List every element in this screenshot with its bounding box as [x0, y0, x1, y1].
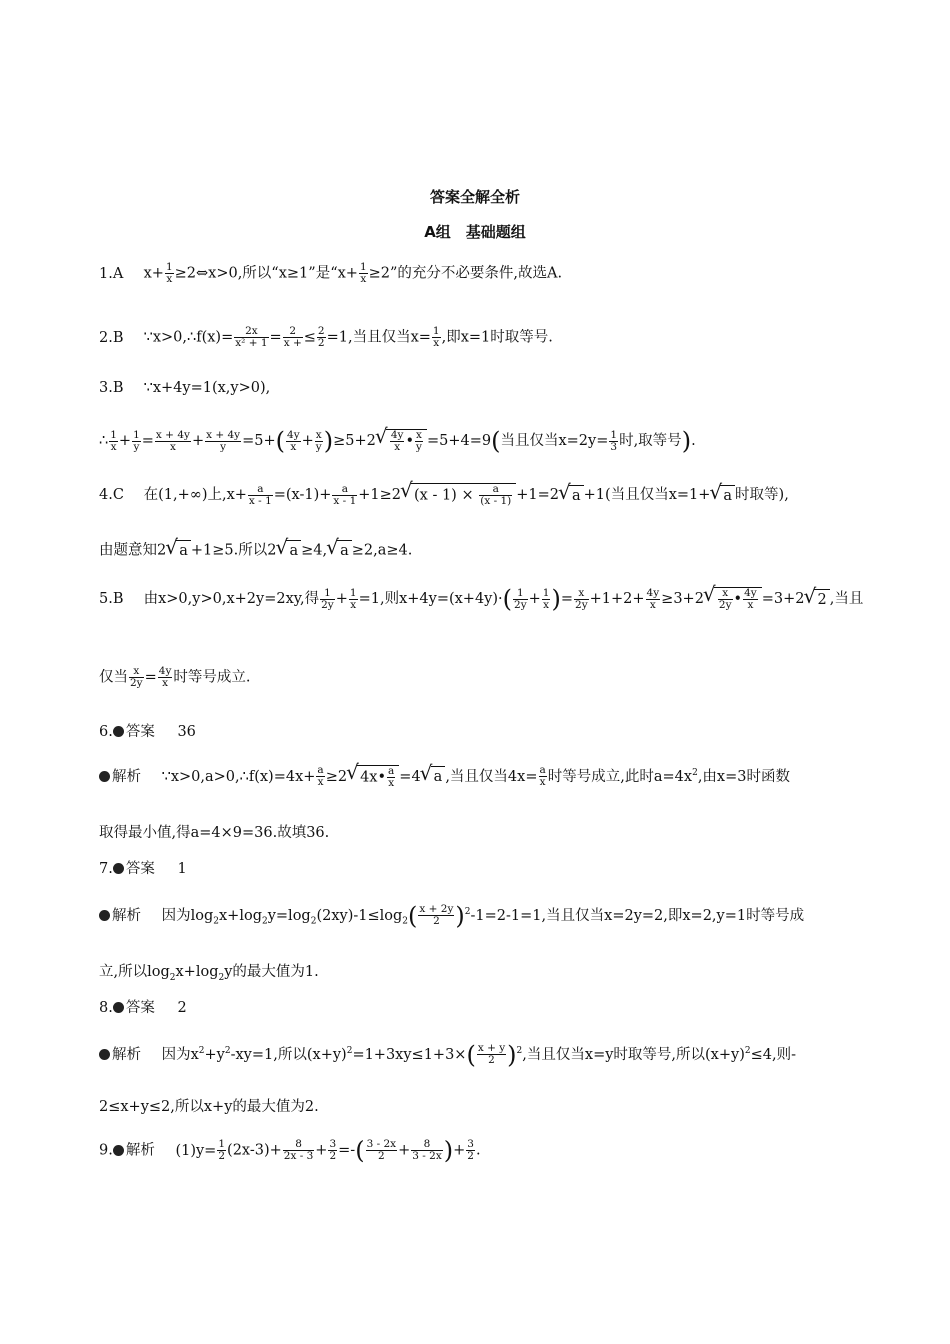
fraction: $\frac{x}{2y}$ [130, 665, 143, 689]
q7-text-d: (2xy)-1≤log [316, 907, 403, 924]
fraction: $\frac{x + y}{2}$ [477, 1042, 506, 1067]
q5-text-b: =1,则x+4y=(x+4y)· [358, 591, 503, 607]
q4-text-a: 在(1,+∞)上,x+ [143, 487, 247, 503]
answer-label: 答案 [125, 1000, 155, 1016]
fraction: $\frac{1}{2}$ [218, 1138, 226, 1162]
q3-therefore: ∴ [99, 433, 109, 449]
q6-answer-value: 36 [177, 724, 196, 740]
q6-text-e: 时等号成立,此时a=4x [547, 768, 693, 785]
q7-line2-c: y的最大值为1. [224, 964, 319, 980]
q6-text-b: ≥2 [325, 768, 348, 785]
q6-text-d: ,当且仅当4x= [445, 768, 538, 785]
q1-number: 1.A [99, 265, 124, 282]
q4-number: 4.C [99, 487, 124, 503]
q8-number: 8. [99, 1000, 113, 1016]
q4-text-b: =(x-1)+ [273, 487, 332, 503]
fraction: $\frac{2}{x +}$ [283, 325, 302, 349]
q6-number: 6. [99, 724, 113, 740]
q4-text-f: 时取等), [735, 487, 789, 503]
answer-marker-icon [113, 863, 124, 874]
q8-line2: 2≤x+y≤2,所以x+y的最大值为2. [99, 1099, 319, 1115]
fraction: $\frac{a}{x - 1}$ [333, 482, 357, 507]
sqrt: √ a [176, 540, 191, 561]
q2-text-a: ∵x>0,∴f(x)= [143, 329, 234, 346]
fraction: $\frac{1}{x}$ [110, 428, 117, 453]
fraction: $\frac{1}{x}$ [349, 586, 357, 611]
q3-text: ∵x+4y=1(x,y>0), [143, 380, 271, 396]
analysis-label: 解析 [112, 1046, 141, 1063]
q3-text-d: =5+4=9 [426, 433, 492, 449]
analysis-marker-icon [99, 771, 110, 782]
fraction: $\frac{4y}{x}$ [158, 665, 172, 689]
q6-line-2 [99, 823, 854, 843]
fraction: $\frac{1}{2y}$ [514, 586, 527, 611]
q7-text-c: y=log [267, 907, 311, 924]
q3-line-1 [99, 378, 854, 398]
section-heading: A组 基础题组 [424, 223, 526, 241]
answer-label: 答案 [125, 724, 155, 740]
fraction: $\frac{1}{2y}$ [321, 586, 334, 611]
q4-text-e: +1(当且仅当x=1+ [583, 487, 711, 503]
analysis-label: 解析 [112, 907, 141, 924]
fraction: $\frac{x + 4y}{x}$ [155, 428, 190, 453]
sqrt: √ 2 [814, 589, 829, 610]
fraction: $\frac{x + 2y}{2}$ [419, 903, 454, 928]
q6-line2: 取得最小值,得a=4×9=36.故填36. [99, 825, 330, 841]
fraction: $\frac{4y}{x}$ [287, 428, 300, 453]
q3-text-e: 当且仅当x=2y= [500, 433, 609, 449]
q4-text-d: +1=2 [516, 487, 559, 503]
sqrt: √ a [337, 540, 352, 561]
analysis-label: 解析 [112, 768, 141, 785]
q3-text-c: ≥5+2 [333, 433, 376, 449]
q5-text-e: =3+2 [761, 591, 805, 607]
q1-text-c: ≥2”的充分不必要条件,故选A. [368, 265, 563, 282]
q6-analysis-line: 解析 ∵x>0,a>0,∴f(x)=4x+ $\frac{a}{x}$ ≥2√ 4x• $\frac{a}{x}$ =4√ a ,当且仅当4x= $\frac{a}{x}$ 时等号成立,此时$a=4x^2$,由x=3时函数 [99, 763, 854, 789]
fraction: $\frac{1}{y}$ [133, 428, 140, 453]
q7-text-e: -1=2-1=1,当且仅当x=2y=2,即x=2,y=1时等号成 [470, 907, 805, 924]
q5-line2-a: 仅当 [99, 669, 128, 686]
sqrt: √ a [286, 540, 301, 561]
q5-line-1: 5.B 由x>0,y>0,x+2y=2xy,得 $\frac{1}{2y}$ + $\frac{1}{x}$ =1,则x+4y=(x+4y)·( $\frac{1}{2y}$ + $\frac{1}{x}$ )= $\frac{x}{2y}$ +1+2+ $\frac{4y}{x}$ ≥3+2 √ $\frac{x}{2y}$ • $\frac{4y}{x}$ =3+2√ 2 ,当且 [99, 587, 854, 611]
fraction: $\frac{2}{2}$ [317, 325, 325, 349]
q6-text-a: ∵x>0,a>0,∴f(x)=4x+ [161, 768, 316, 785]
fraction: $\frac{8}{3 - 2x}$ [412, 1138, 442, 1162]
q7-analysis-line: 解析 因为$\log_2x+\log_2y=\log_2(2xy)-1\le\log_2$( $\frac{x + 2y}{2}$ )$^2$-1=2-1=1,当且仅当x=2y=2,即x=2,y=1时等号成 [99, 902, 854, 932]
fraction: $\frac{1}{3}$ [610, 428, 618, 453]
sqrt: √ a [720, 485, 735, 506]
q7-text-a: 因为log [161, 907, 214, 924]
q1-text-a: x+ [143, 265, 164, 282]
sqrt: √ (x - 1) × $\frac{a}{(x - 1)}$ [411, 483, 516, 507]
q3-number: 3.B [99, 380, 124, 396]
analysis-marker-icon [99, 1049, 110, 1060]
sqrt: √ 4x• $\frac{a}{x}$ [357, 765, 399, 789]
q4-line2-c: ≥4, [301, 542, 328, 559]
q8-answer-line [99, 998, 854, 1018]
q5-line-2: 仅当 $\frac{x}{2y}$ = $\frac{4y}{x}$ 时等号成立. [99, 665, 251, 689]
q7-number: 7. [99, 861, 113, 877]
fraction: $\frac{1}{x}$ [542, 586, 550, 611]
q6-text-c: =4 [399, 768, 421, 785]
q6-answer-line [99, 722, 854, 742]
sqrt: √ a [431, 766, 446, 787]
q5-line2-b: 时等号成立. [173, 669, 251, 686]
fraction: $\frac{1}{x}$ [165, 261, 173, 285]
fraction: $\frac{a}{x}$ [317, 764, 324, 789]
q5-text-d: ≥3+2 [661, 591, 704, 607]
q4-line2-d: ≥2,a≥4. [351, 542, 413, 559]
q3-text-f: 时,取等号 [619, 433, 682, 449]
fraction: $\frac{2x}{\text{x² + 1}}$ [235, 325, 268, 349]
answer-label: 答案 [125, 861, 155, 877]
q8-answer-value: 2 [177, 1000, 187, 1016]
fraction: $\frac{8}{2x - 3}$ [283, 1138, 314, 1162]
q9-text-c: =- [338, 1142, 356, 1159]
q2-line: 2.B ∵x>0,∴f(x)= $\frac{2x}{\text{x² + 1}}$ = $\frac{2}{x +}$ ≤ $\frac{2}{2}$ =1,当且仅当x= $\frac{1}{x}$ ,即x=1时取等号. [99, 325, 553, 349]
q9-number: 9. [99, 1142, 113, 1159]
q9-text-d: . [475, 1142, 481, 1159]
fraction: $\frac{x}{2y}$ [575, 586, 588, 611]
q3-line-2: ∴ $\frac{1}{x}$ + $\frac{1}{y}$ = $\frac{x + 4y}{x}$ + $\frac{x + 4y}{y}$ =5+( $\frac{4y}{x}$ + $\frac{x}{y}$ )≥5+2 √ $\frac{4y}{x}$ • $\frac{x}{y}$ =5+4=9(当且仅当x=2y= $\frac{1}{3}$ 时,取等号). [99, 429, 854, 453]
sqrt: √ $\frac{4y}{x}$ • $\frac{x}{y}$ [386, 429, 427, 453]
q9-analysis-line: 9. 解析 (1)y= $\frac{1}{2}$ (2x-3)+ $\frac{8}{2x - 3}$ + $\frac{3}{2}$ =-( $\frac{3 - 2x}{2}$ + $\frac{8}{3 - 2x}$ )+ $\frac{3}{2}$ . [99, 1136, 481, 1165]
page-title: 答案全解全析 [429, 188, 520, 206]
q2-text-c: =1,当且仅当x= [326, 329, 431, 346]
q8-text-a: 因为x [161, 1046, 199, 1063]
q7-answer-line [99, 859, 854, 879]
q5-text-a: 由x>0,y>0,x+2y=2xy,得 [143, 591, 320, 607]
q9-text-a: (1)y= [175, 1142, 217, 1159]
q5-number: 5.B [99, 591, 124, 607]
fraction: $\frac{x}{y}$ [315, 428, 322, 453]
analysis-label: 解析 [125, 1142, 155, 1159]
q1-text-b: ≥2⇔x>0,所以“x≥1”是“x+ [174, 265, 358, 282]
q8-text-c: -xy=1,所以(x+y) [230, 1046, 347, 1063]
q7-line2-b: x+log [175, 964, 219, 980]
answer-marker-icon [113, 726, 124, 737]
q8-text-e: ,当且仅当x=y时取等号,所以(x+y) [522, 1046, 745, 1063]
q8-text-f: ≤4,则- [750, 1046, 796, 1063]
q7-answer-value: 1 [177, 861, 187, 877]
fraction: $\frac{3}{2}$ [467, 1138, 474, 1162]
q7-line-2: 立,所以$\log_2x+\log_2y$的最大值为1. [99, 964, 319, 983]
q4-line2-a: 由题意知2 [99, 542, 167, 559]
q9-text-b: (2x-3)+ [227, 1142, 282, 1159]
q4-text-c: +1≥2 [358, 487, 401, 503]
fraction: $\frac{a}{x}$ [539, 764, 546, 789]
sqrt: √ a [569, 485, 584, 506]
q8-line-2 [99, 1097, 854, 1117]
fraction: $\frac{3}{2}$ [329, 1138, 337, 1162]
q7-text-b: x+log [219, 907, 262, 924]
q8-text-d: =1+3xy≤1+3× [352, 1046, 467, 1063]
q3-text-b: =5+ [242, 433, 276, 449]
q2-number: 2.B [99, 329, 124, 346]
analysis-marker-icon [113, 1145, 124, 1156]
fraction: $\frac{3 - 2x}{2}$ [366, 1138, 397, 1162]
fraction: $\frac{a}{x - 1}$ [248, 482, 272, 507]
q2-text-d: ,即x=1时取等号. [441, 329, 553, 346]
fraction: $\frac{4y}{x}$ [646, 586, 660, 611]
q8-text-b: +y [204, 1046, 225, 1063]
q5-text-f: ,当且 [829, 591, 864, 607]
answer-marker-icon [113, 1002, 124, 1013]
q6-text-f: ,由x=3时函数 [697, 768, 790, 785]
q4-line-2 [99, 540, 854, 561]
q2-text-b: ≤ [303, 329, 316, 346]
q7-line2-a: 立,所以log [99, 964, 170, 980]
fraction: $\frac{1}{x}$ [359, 261, 367, 285]
fraction: $\frac{1}{x}$ [432, 325, 440, 349]
fraction: $\frac{x + 4y}{y}$ [206, 428, 241, 453]
q8-analysis-line: 解析 因为$x^2+y^2-xy=1$,所以$(x+y)^2=1+3xy\le 1+3\times$( $\frac{x + y}{2}$ )$^2$,当且仅当x=y时取等号,所以$(x+y)^2\le 4$,则- [99, 1041, 854, 1066]
sqrt: √ $\frac{x}{2y}$ • $\frac{4y}{x}$ [714, 587, 762, 611]
q4-line2-b: +1≥5.所以2 [190, 542, 277, 559]
q5-text-c: +1+2+ [589, 591, 645, 607]
q4-line-1 [99, 483, 854, 507]
analysis-marker-icon [99, 910, 110, 921]
q1-line [99, 262, 854, 285]
